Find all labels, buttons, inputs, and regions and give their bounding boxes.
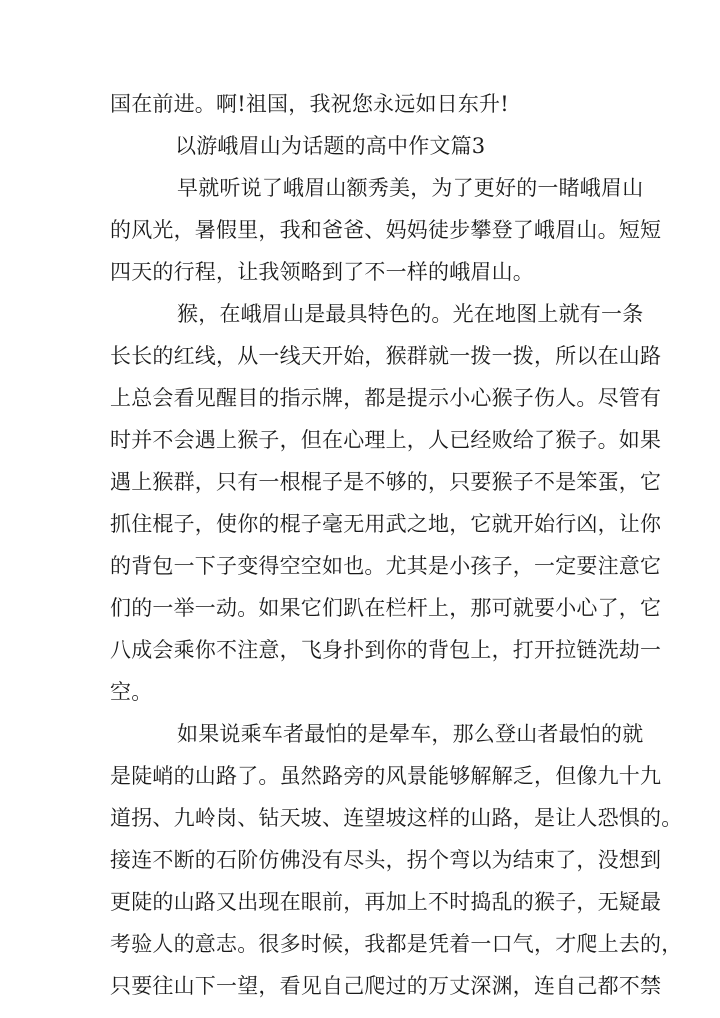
paragraph-1-line-3: 四天的行程，让我领略到了不一样的峨眉山。	[110, 260, 534, 284]
paragraph-2-line-6: 抓住棍子，使你的棍子毫无用武之地，它就开始行凶，让你	[110, 512, 662, 536]
paragraph-3-line-6: 考验人的意志。很多时候，我都是凭着一口气，才爬上去的，	[110, 932, 683, 956]
paragraph-3-line-1: 如果说乘车者最怕的是晕车，那么登山者最怕的就	[177, 722, 644, 746]
paragraph-2-line-3: 上总会看见醒目的指示牌，都是提示小心猴子伤人。尽管有	[110, 386, 662, 410]
paragraph-2-line-5: 遇上猴群，只有一根棍子是不够的，只要猴子不是笨蛋，它	[110, 470, 662, 494]
text-line-end-previous-essay: 国在前进。啊!祖国，我祝您永远如日东升!	[110, 92, 509, 116]
paragraph-2-line-9: 八成会乘你不注意，飞身扑到你的背包上，打开拉链洗劫一	[110, 638, 662, 662]
paragraph-2-line-7: 的背包一下子变得空空如也。尤其是小孩子，一定要注意它	[110, 554, 662, 578]
paragraph-2-line-8: 们的一举一动。如果它们趴在栏杆上，那可就要小心了，它	[110, 596, 662, 620]
paragraph-3-line-4: 接连不断的石阶仿佛没有尽头，拐个弯以为结束了，没想到	[110, 848, 662, 872]
paragraph-2-line-4: 时并不会遇上猴子，但在心理上，人已经败给了猴子。如果	[110, 428, 662, 452]
paragraph-2-line-1: 猴，在峨眉山是最具特色的。光在地图上就有一条	[177, 302, 644, 326]
paragraph-3-line-3: 道拐、九岭岗、钻天坡、连望坡这样的山路，是让人恐惧的。	[110, 806, 683, 830]
paragraph-1-line-2: 的风光，暑假里，我和爸爸、妈妈徒步攀登了峨眉山。短短	[110, 218, 662, 242]
paragraph-2-line-10: 空。	[110, 680, 153, 704]
paragraph-3-line-5: 更陡的山路又出现在眼前，再加上不时捣乱的猴子，无疑最	[110, 890, 662, 914]
paragraph-3-line-2: 是陡峭的山路了。虽然路旁的风景能够解解乏，但像九十九	[110, 764, 662, 788]
paragraph-2-line-2: 长长的红线，从一线天开始，猴群就一拨一拨，所以在山路	[110, 344, 662, 368]
paragraph-1-line-1: 早就听说了峨眉山额秀美，为了更好的一睹峨眉山	[177, 176, 644, 200]
paragraph-3-line-7: 只要往山下一望，看见自己爬过的万丈深渊，连自己都不禁	[110, 974, 662, 998]
essay-title: 以游峨眉山为话题的高中作文篇3	[175, 134, 486, 158]
